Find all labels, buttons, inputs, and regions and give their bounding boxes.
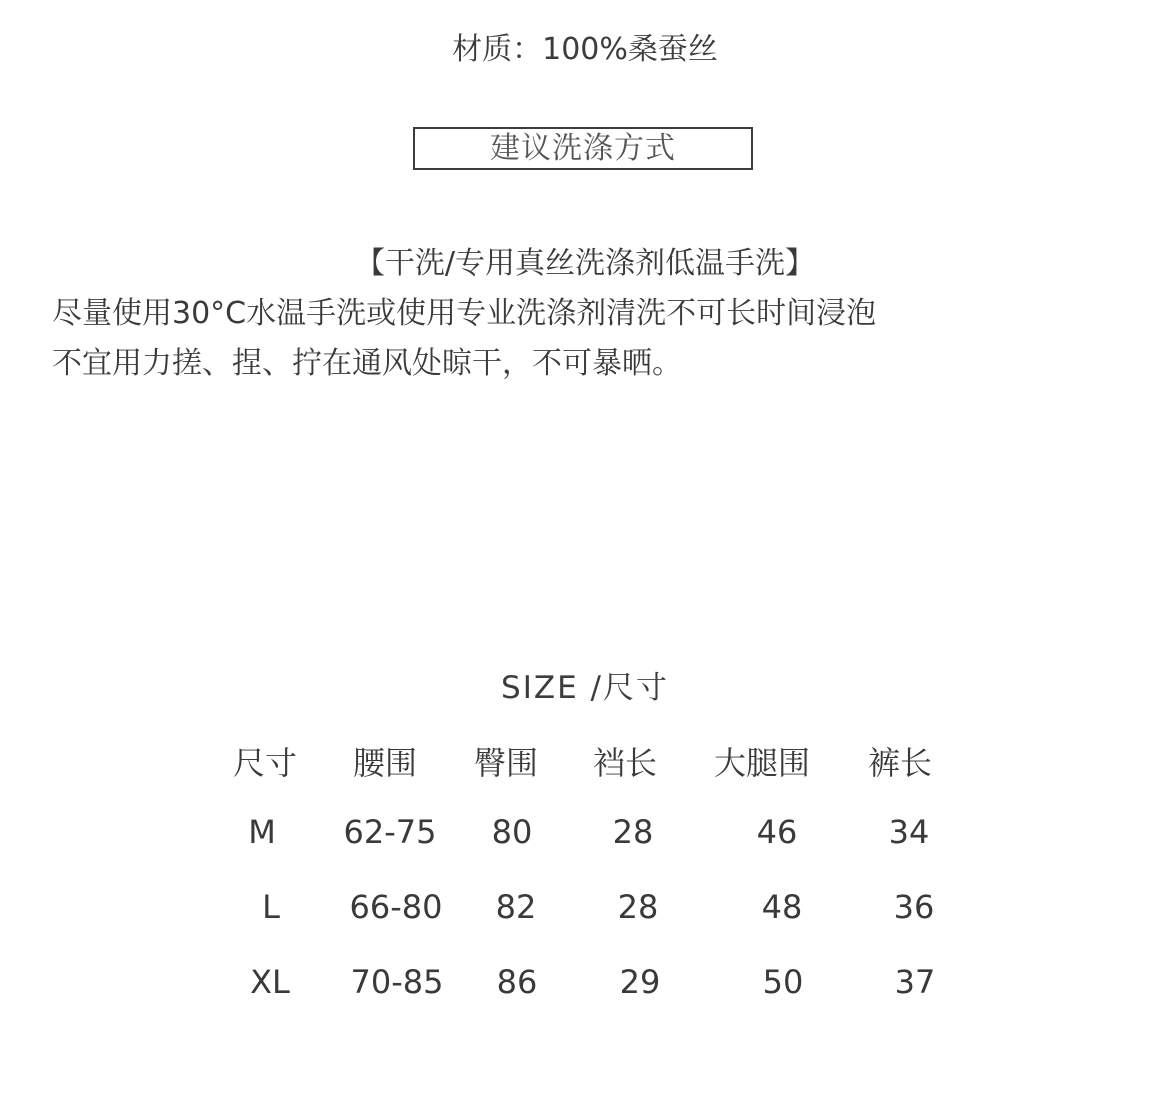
- material-label: 材质：100%桑蚕丝: [452, 32, 718, 67]
- size-table-header: 裆长: [592, 744, 657, 782]
- size-table-cell: 34: [888, 813, 930, 851]
- care-instruction-line: 不宜用力搓、捏、拧在通风处晾干，不可暴晒。: [52, 346, 682, 381]
- size-table-cell: 82: [495, 888, 537, 926]
- size-table-header: 腰围: [352, 744, 417, 782]
- size-table-cell: L: [262, 888, 280, 926]
- size-table-cell: M: [248, 813, 276, 851]
- size-table-header: 臀围: [473, 744, 538, 782]
- size-table-header: 裤长: [867, 744, 932, 782]
- care-instruction-line: 尽量使用30°C水温手洗或使用专业洗涤剂清洗不可长时间浸泡: [52, 296, 877, 331]
- size-table-cell: 50: [762, 963, 804, 1001]
- size-table-cell: 46: [756, 813, 798, 851]
- size-table-header: 大腿围: [713, 744, 810, 782]
- size-table-cell: 70-85: [350, 963, 444, 1001]
- wash-method-line: 【干洗/专用真丝洗涤剂低温手洗】: [354, 246, 816, 281]
- size-table-cell: 28: [617, 888, 659, 926]
- size-table-cell: 86: [496, 963, 538, 1001]
- size-table-cell: 37: [894, 963, 936, 1001]
- wash-instructions-heading-box: 建议洗涤方式: [413, 127, 753, 170]
- size-table-cell: 62-75: [343, 813, 437, 851]
- size-table-cell: 36: [893, 888, 935, 926]
- size-table-header: 尺寸: [232, 744, 297, 782]
- size-table-cell: 80: [491, 813, 533, 851]
- size-table-cell: 28: [612, 813, 654, 851]
- size-chart-title: SIZE /尺寸: [501, 670, 669, 706]
- size-table-cell: 66-80: [349, 888, 443, 926]
- size-table-cell: 48: [761, 888, 803, 926]
- size-table-cell: XL: [250, 963, 290, 1001]
- size-table-cell: 29: [619, 963, 661, 1001]
